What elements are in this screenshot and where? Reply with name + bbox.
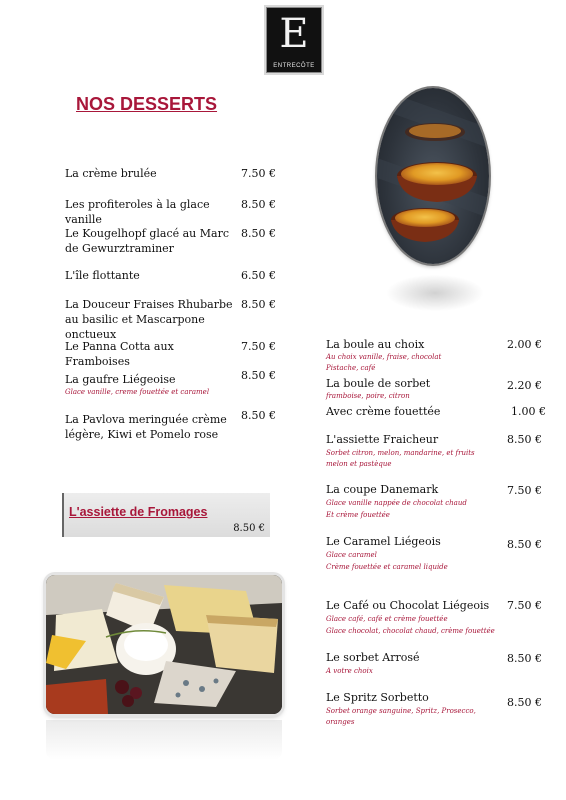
item-description: Glace caramel [326, 551, 377, 559]
item-price: 8.50 € [241, 298, 276, 311]
item-description: Crème fouettée et caramel liquide [326, 563, 448, 571]
item-name: La boule au choix [326, 338, 425, 351]
cheese-platter-illustration [46, 575, 282, 714]
item-name: La Douceur Fraises Rhubarbe au basilic et Mascarpone onctueux [65, 298, 233, 341]
item-description: Au choix vanille, fraise, chocolat [326, 353, 442, 361]
item-name: La boule de sorbet [326, 377, 431, 390]
item-description: A votre choix [326, 667, 373, 675]
item-name: Le Café ou Chocolat Liégeois [326, 599, 490, 612]
item-price: 8.50 € [241, 198, 276, 211]
cheese-plate-title: L'assiette de Fromages [69, 505, 208, 519]
item-price: 7.50 € [507, 599, 542, 612]
item-price: 6.50 € [241, 269, 276, 282]
item-price: 7.50 € [507, 484, 542, 497]
item-name: La coupe Danemark [326, 483, 439, 496]
item-description: Glace vanille nappée de chocolat chaud [326, 499, 467, 507]
item-price: 8.50 € [241, 409, 276, 422]
item-description: framboise, poire, citron [326, 392, 410, 400]
item-description: Sorbet citron, melon, mandarine, et fruits [326, 449, 475, 457]
item-price: 2.20 € [507, 379, 542, 392]
item-description: oranges [326, 718, 355, 726]
item-price: 8.50 € [507, 696, 542, 709]
photo-reflection [46, 720, 282, 760]
item-price: 7.50 € [241, 340, 276, 353]
item-description: Glace chocolat, chocolat chaud, crème fouettée [326, 627, 495, 635]
item-price: 1.00 € [511, 405, 546, 418]
creme-brulee-illustration [377, 88, 489, 264]
cheese-plate-box [62, 493, 270, 537]
cheese-plate-price: 8.50 € [233, 523, 265, 534]
item-name: Le sorbet Arrosé [326, 651, 420, 664]
page-title: NOS DESSERTS [76, 94, 218, 114]
creme-brulee-photo [377, 88, 489, 264]
restaurant-logo [266, 7, 322, 73]
item-name: Avec crème fouettée [326, 405, 441, 418]
item-description: Et crème fouettée [326, 511, 390, 519]
logo-letter: E [279, 11, 309, 57]
item-description: Pistache, café [326, 364, 376, 372]
item-price: 8.50 € [507, 652, 542, 665]
item-description: melon et pastèque [326, 460, 392, 468]
item-price: 2.00 € [507, 338, 542, 351]
photo-shadow [387, 275, 483, 311]
logo-name: ENTRECÔTE [273, 63, 315, 69]
item-price: 8.50 € [507, 538, 542, 551]
item-name: Le Panna Cotta aux Framboises [65, 340, 174, 368]
item-name: La crème brulée [65, 167, 157, 180]
item-description: Sorbet orange sanguine, Spritz, Prosecco, [326, 707, 476, 715]
item-description: Glace vanille, creme fouettée et caramel [65, 388, 210, 396]
item-price: 8.50 € [241, 227, 276, 240]
item-price: 7.50 € [241, 167, 276, 180]
item-name: Les profiteroles à la glace vanille [65, 198, 210, 226]
item-description: Glace café, café et crème fouettée [326, 615, 448, 623]
cheese-platter-photo [46, 575, 282, 714]
item-price: 8.50 € [241, 369, 276, 382]
item-name: La Pavlova meringuée crème légère, Kiwi et Pomelo rose [65, 413, 227, 441]
item-name: Le Caramel Liégeois [326, 535, 441, 548]
item-name: L'assiette Fraicheur [326, 433, 439, 446]
item-name: La gaufre Liégeoise [65, 373, 176, 386]
item-name: Le Kougelhopf glacé au Marc de Gewurztraminer [65, 227, 229, 255]
item-name: Le Spritz Sorbetto [326, 691, 429, 704]
item-name: L'île flottante [65, 269, 140, 282]
item-price: 8.50 € [507, 433, 542, 446]
